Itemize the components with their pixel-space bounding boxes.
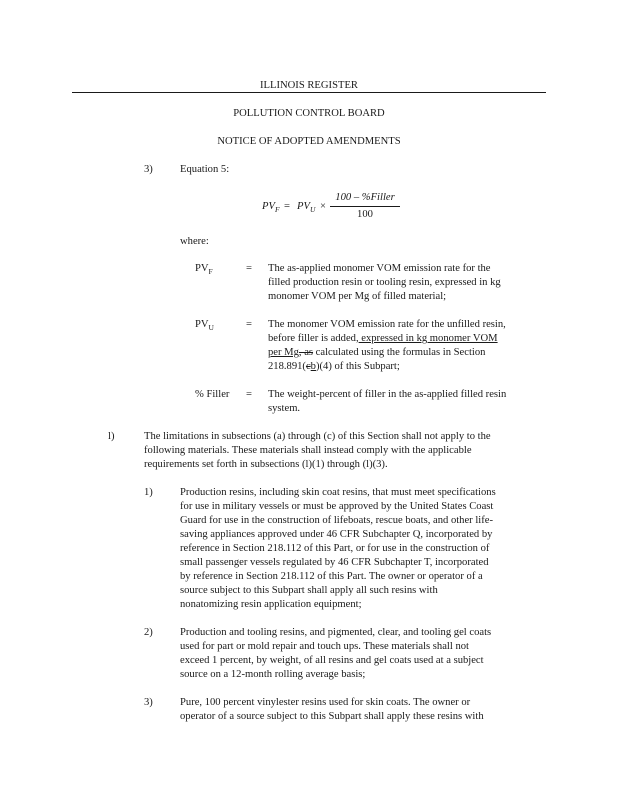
paragraph-line: following materials. These materials shall instead comply with the applicable [144,445,472,456]
definition-line: The as-applied monomer VOM emission rate for the [268,263,491,274]
subsection-number: 3) [144,697,153,708]
definition-line: 218.891(cb)(4) of this Subpart; [268,361,400,372]
paragraph-line: source on a 12-month rolling average basis; [180,669,366,680]
definition-term: % Filler [195,389,230,400]
paragraph-line: saving appliances approved under 46 CFR Subchapter Q, incorporated by [180,529,493,540]
paragraph-line: Production resins, including skin coat resins, that must meet specifications [180,487,496,498]
subsection-number: 2) [144,627,153,638]
notice-title: NOTICE OF ADOPTED AMENDMENTS [217,136,401,147]
struck-text: , as [298,347,314,358]
equation-times: × [320,201,326,212]
paragraph-line: Production and tooling resins, and pigmented, clear, and tooling gel coats [180,627,492,638]
inserted-text: b [310,361,316,372]
definition-equals: = [246,389,252,400]
paragraph-line: source subject to this Subpart shall apply all such resins with [180,585,438,596]
item-3-number: 3) [144,164,153,175]
register-title: ILLINOIS REGISTER [260,80,358,91]
definition-line: filled production resin or tooling resin, expressed in kg [268,277,501,288]
definition-line: monomer VOM per Mg of filled material; [268,291,447,302]
item-3-label: Equation 5: [180,164,230,175]
paragraph-line: by reference in Section 218.112 of this Part. The owner or operator of a [180,571,483,582]
where-label: where: [180,236,209,247]
paragraph-line: small passenger vessels regulated by 46 CFR Subchapter T, incorporated [180,557,489,568]
paragraph-line: requirements set forth in subsections (l)(1) through (l)(3). [144,459,388,470]
paragraph-line: used for part or mold repair and touch ups. These materials shall not [180,641,469,652]
fraction-bar [330,206,400,207]
equation-denominator: 100 [357,209,373,220]
definition-line: The weight-percent of filler in the as-applied filled resin [268,389,507,400]
definition-line: per Mg, as calculated using the formulas in Section [268,347,486,358]
equation-numerator: 100 – %Filler [335,192,395,203]
inserted-text: per Mg [268,347,299,358]
definition-equals: = [246,263,252,274]
subsection-number: l) [108,431,115,442]
definition-line: before filler is added, expressed in kg monomer VOM [268,333,498,344]
board-name: POLLUTION CONTROL BOARD [233,108,385,119]
equation-lhs: $PV_F$ [262,201,280,215]
paragraph-line: exceed 1 percent, by weight, of all resins and gel coats used at a subject [180,655,484,666]
equation-rhs: $PV_U$ [297,201,316,215]
inserted-text: expressed in kg monomer VOM [358,333,498,344]
struck-text: c [305,361,311,372]
definition-equals: = [246,319,252,330]
equation-equals: = [284,201,290,212]
definition-line: system. [268,403,301,414]
paragraph-line: nonatomizing resin application equipment; [180,599,362,610]
paragraph-line: reference in Section 218.112 of this Part, or for use in the construction of [180,543,490,554]
subsection-number: 1) [144,487,153,498]
paragraph-line: operator of a source subject to this Subpart shall apply these resins with [180,711,484,722]
definition-term: $PV_U$ [195,319,214,333]
paragraph-line: Pure, 100 percent vinylester resins used for skin coats. The owner or [180,697,471,708]
header-rule [72,92,546,93]
paragraph-line: The limitations in subsections (a) through (c) of this Section shall not apply to the [144,431,491,442]
definition-term: $PV_F$ [195,263,213,277]
definition-line: The monomer VOM emission rate for the unfilled resin, [268,319,506,330]
paragraph-line: for use in military vessels or must be approved by the United States Coast [180,501,494,512]
paragraph-line: Guard for use in the construction of lifeboats, rescue boats, and other life- [180,515,494,526]
